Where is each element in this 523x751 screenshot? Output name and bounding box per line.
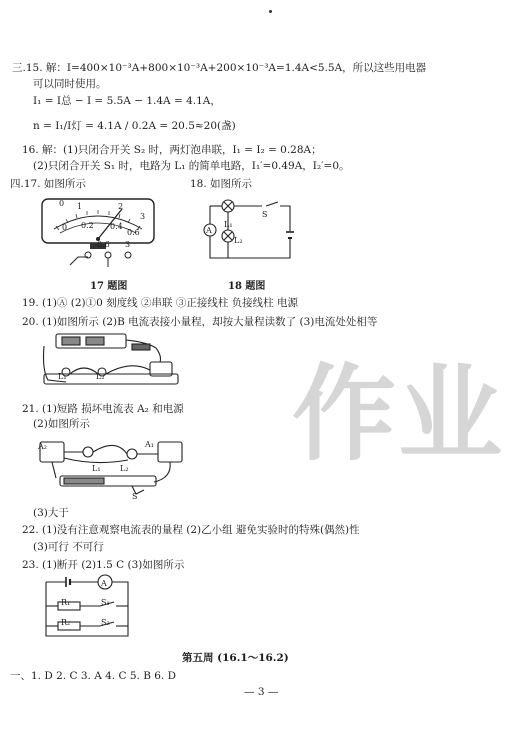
q21-line-1: 21. (1)短路 损坏电流表 A₂ 和电源 bbox=[22, 403, 184, 415]
fig23-circuit-diagram bbox=[38, 574, 138, 644]
fig23-r2-label: R₂ bbox=[61, 618, 71, 627]
fig21-l2-label: L₂ bbox=[120, 464, 129, 473]
q20-answer: 20. (1)如图所示 (2)B 电流表接小量程，却按大量程读数了 (3)电流处处相等 bbox=[22, 316, 378, 328]
fig18-circuit-diagram bbox=[200, 198, 300, 266]
fig17-caption: 17 题图 bbox=[90, 281, 128, 292]
fig20-l2-label: L₂ bbox=[96, 372, 105, 381]
fig18-l2-label: L₂ bbox=[234, 236, 243, 245]
q21-line-2: (2)如图所示 bbox=[33, 418, 90, 430]
q15-line-3: I₁ = I总 − I = 5.5A − 1.4A = 4.1A， bbox=[33, 95, 221, 107]
fig21-switch-label: S bbox=[132, 492, 138, 501]
fig18-ammeter-label: A bbox=[206, 226, 212, 235]
multiple-choice-answers: 一、1. D 2. C 3. A 4. C 5. B 6. D bbox=[10, 670, 177, 682]
fig18-caption: 18 题图 bbox=[228, 281, 266, 292]
q16-line-2: (2)只闭合开关 S₁ 时，电路为 L₁ 的简单电路，I₁′=0.49A，I₂′=0。 bbox=[33, 160, 350, 172]
fig23-ammeter-label: A bbox=[101, 579, 107, 588]
ammeter-figure bbox=[30, 195, 165, 275]
terminal-label-3: 3 bbox=[125, 240, 131, 249]
terminal-label-0.6: 0.6 bbox=[97, 240, 110, 249]
scale-bottom-3: 0.6 bbox=[127, 228, 140, 237]
fig21-a2-label: A₂ bbox=[38, 442, 47, 451]
q19-answer: 19. (1)Ⓐ (2)①0 刻度线 ②串联 ③正接线柱 负接线柱 电源 bbox=[22, 297, 298, 309]
q22-line-2: (3)可行 不可行 bbox=[33, 541, 104, 553]
scale-top-0: 0 bbox=[59, 199, 65, 208]
scale-top-3: 3 bbox=[140, 212, 146, 221]
q22-line-1: 22. (1)没有注意观察电流表的量程 (2)乙小组 避免实验时的特殊(偶然)性 bbox=[22, 524, 360, 536]
week-heading: 第五周 (16.1～16.2) bbox=[182, 652, 289, 664]
q17-heading: 四.17. 如图所示 bbox=[10, 178, 86, 190]
scale-bottom-0: 0 bbox=[62, 223, 68, 232]
q21-line-3: (3)大于 bbox=[33, 507, 69, 519]
q23-answer: 23. (1)断开 (2)1.5 C (3)如图所示 bbox=[22, 559, 185, 571]
watermark: 作业 bbox=[292, 353, 505, 475]
scale-bottom-1: 0.2 bbox=[81, 221, 94, 230]
q15-line-4: n = I₁/I灯 = 4.1A / 0.2A = 20.5≈20(盏) bbox=[33, 120, 236, 132]
scale-bottom-2: 0.4 bbox=[110, 222, 123, 231]
q15-line-1: 三.15. 解：I=400×10⁻³A+800×10⁻³A+200×10⁻³A=1.4A<5.5A，所以这些用电器 bbox=[12, 62, 427, 74]
q15-line-2: 可以同时使用。 bbox=[33, 78, 107, 90]
fig21-a1-label: A₁ bbox=[145, 440, 154, 449]
fig18-switch-label: S bbox=[262, 210, 268, 219]
fig20-l1-label: L₁ bbox=[58, 372, 67, 381]
q16-line-1: 16. 解：(1)只闭合开关 S₂ 时，两灯泡串联，I₁ = I₂ = 0.28A； bbox=[22, 144, 322, 156]
scan-speck bbox=[269, 10, 272, 13]
fig23-s1-label: S₁ bbox=[101, 598, 110, 607]
scale-top-1: 1 bbox=[77, 202, 83, 211]
q18-heading: 18. 如图所示 bbox=[190, 178, 253, 190]
fig23-s2-label: S₂ bbox=[101, 618, 110, 627]
fig23-r1-label: R₁ bbox=[61, 598, 71, 607]
fig18-l1-label: L₁ bbox=[224, 220, 233, 229]
fig21-l1-label: L₁ bbox=[92, 464, 101, 473]
scale-top-2: 2 bbox=[118, 202, 124, 211]
page-number: — 3 — bbox=[244, 686, 279, 698]
fig21-physical-circuit bbox=[36, 432, 186, 500]
